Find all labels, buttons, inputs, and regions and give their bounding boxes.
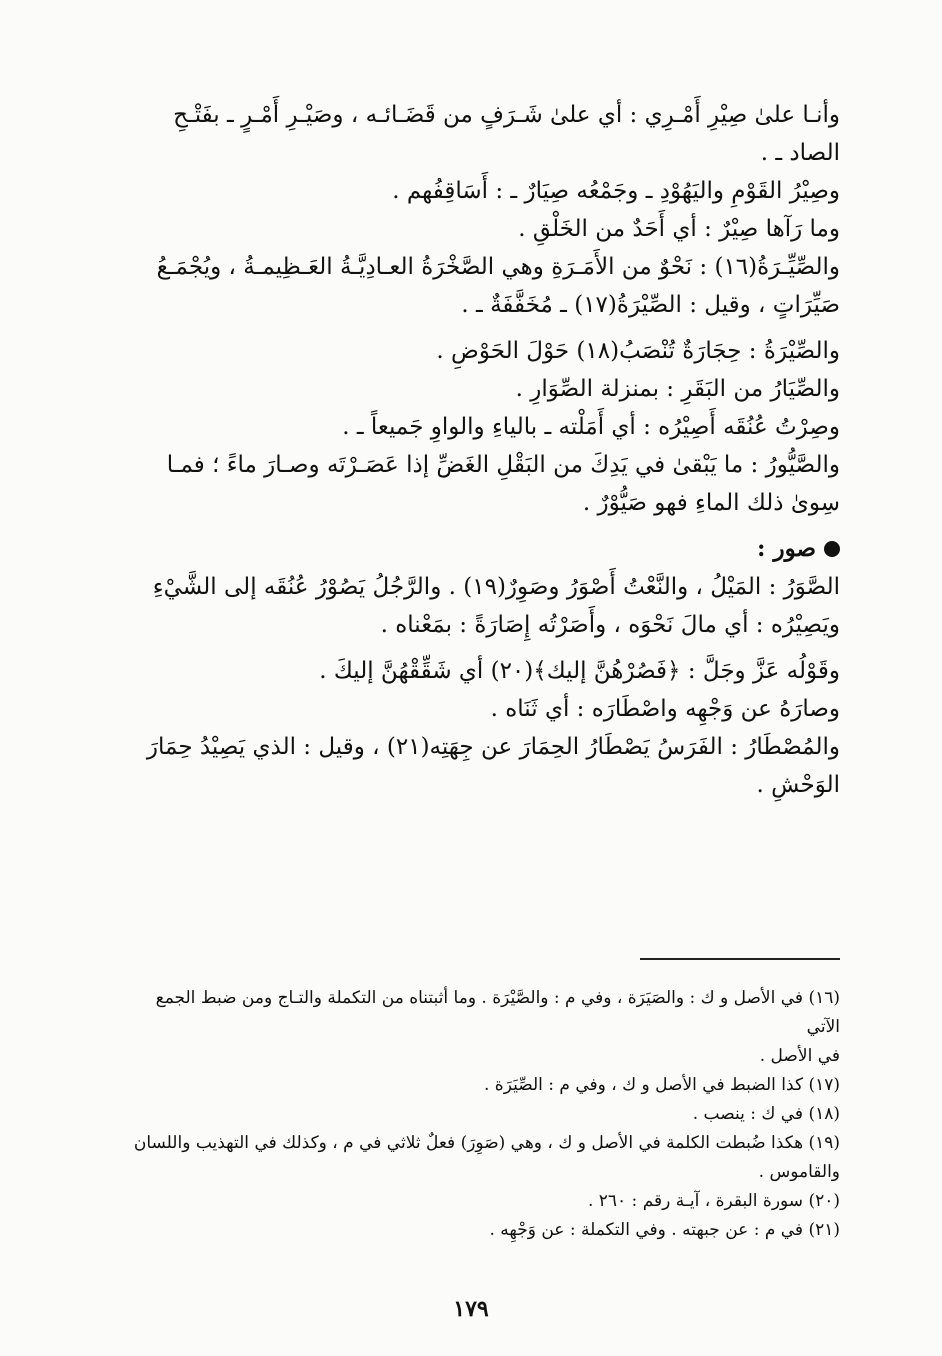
text-line: الصاد ـ . xyxy=(760,140,840,166)
text-line: وصِيْرُ القَوْمِ واليَهُوْدِ ـ وجَمْعُه صِيَارٌ ـ : أَسَاقِفُهم . xyxy=(392,178,840,204)
text-line: وصارَهُ عن وَجْهِه واصْطَارَه : أي ثَنَاه . xyxy=(490,696,840,722)
footnote-divider xyxy=(640,958,840,960)
text-line: والصِّيَارُ من البَقَرِ : بمنزلة الصِّوَارِ . xyxy=(515,376,840,402)
footnote-line: في الأصل . xyxy=(759,1046,840,1066)
footnote-line: (٢١) في م : عن جبهته . وفي التكملة : عن وَجْهِه . xyxy=(489,1220,840,1240)
text-line: صَيِّرَاتٍ ، وقيل : الصِّيْرَةُ(١٧) ـ مُخَفَّفَةٌ ـ . xyxy=(461,292,840,318)
main-text xyxy=(118,96,840,804)
text-line: وقَوْلُه عَزَّ وجَلَّ : ﴿فَصُرْهُنَّ إليك﴾(٢٠) أي شَقِّقْهُنَّ إليكَ . xyxy=(319,658,840,684)
footnotes xyxy=(118,984,840,1245)
footnote-line: (١٦) في الأصل و ك : والصَيَرَة ، وفي م : والصَّيْرَة . وما أثبتناه من التكملة والتـاج ومن ضبط الجمع الآتي xyxy=(155,988,840,1037)
text-line: الصَّوَرُ : المَيْلُ ، والنَّعْتُ أَصْوَرُ وصَوِرٌ(١٩) . والرَّجُلُ يَصُوْرُ عُنُقَه إلى الشَّيْءِ xyxy=(152,574,840,600)
footnote-line: والقاموس . xyxy=(758,1162,840,1182)
footnote-line: (٢٠) سورة البقرة ، آيـة رقم : ٢٦٠ . xyxy=(587,1191,840,1211)
text-line: وصِرْتُ عُنُقَه أَصِيْرُه : أي أَمَلْته ـ بالياءِ والواوِ جَميعاً ـ . xyxy=(342,414,840,440)
footnote-line: (١٨) في ك : ينصب . xyxy=(692,1104,840,1124)
bullet-dot-icon xyxy=(824,541,840,557)
footnote-line: (١٧) كذا الضبط في الأصل و ك ، وفي م : الصِّيَرَة . xyxy=(484,1075,840,1095)
text-line: ويَصِيْرُه : أي مالَ نَحْوَه ، وأَصَرْتُه إِصَارَةً : بمَعْناه . xyxy=(380,612,840,638)
text-line: الوَحْشِ . xyxy=(756,772,840,798)
page-number: ١٧٩ xyxy=(453,1296,489,1322)
entry-heading-label: صور : xyxy=(756,535,816,562)
text-line: سِوىٰ ذلك الماءِ فهو صَيُّوْرٌ . xyxy=(582,490,840,516)
text-line: والمُصْطَارُ : الفَرَسُ يَصْطَارُ الحِمَارَ عن جِهَتِه(٢١) ، وقيل : الذي يَصِيْدُ حِمَارَ xyxy=(146,734,840,760)
text-line: وما رَآها صِيْرٌ : أي أَحَدٌ من الخَلْقِ . xyxy=(518,216,840,242)
text-line: وأنـا علىٰ صِيْرِ أَمْـرِي : أي علىٰ شَـرَفٍ من قَضَـائـه ، وصَيْـرِ أَمْـرٍ ـ بفَتْـحِ xyxy=(173,102,840,128)
text-line: والصَّيُّورُ : ما يَبْقىٰ في يَدِكَ من البَقْلِ الغَضِّ إذا عَصَـرْتَه وصـارَ ماءً ؛ فمـا xyxy=(166,452,840,478)
entry-heading xyxy=(118,530,840,568)
text-line: والصِّيِّـرَةُ(١٦) : نَحْوٌ من الأَمَـرَةِ وهي الصَّخْرَةُ العـادِيَّـةُ العَـظِيمـةُ ، ويُجْمَـعُ xyxy=(156,254,840,280)
text-line: والصِّيْرَةُ : حِجَارَةٌ تُنْصَبُ(١٨) حَوْلَ الحَوْضِ . xyxy=(436,338,840,364)
footnote-line: (١٩) هكذا ضُبطت الكلمة في الأصل و ك ، وهي (صَوِرَ) فعلٌ ثلاثي في م ، وكذلك في التهذيب واللسان xyxy=(133,1133,840,1153)
